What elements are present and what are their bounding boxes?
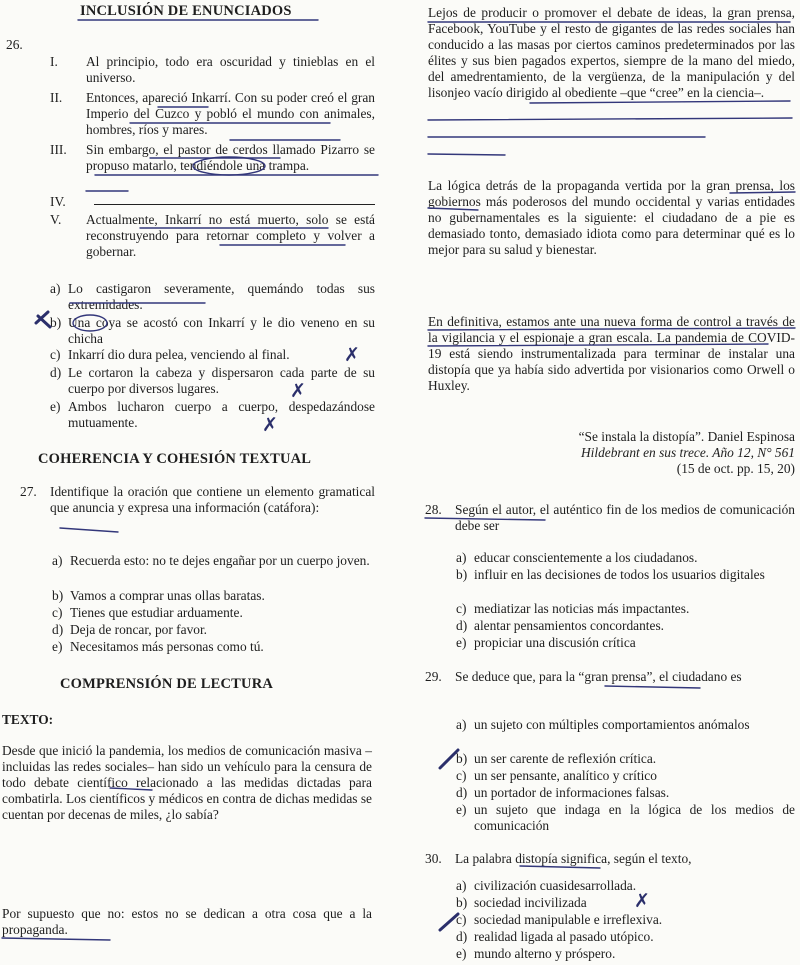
q27-option-a[interactable]: a) Recuerda esto: no te dejes engañar por un cuerpo joven. [52,553,370,568]
ink-underline-r2 [530,101,790,103]
reading-paragraph-3: Lejos de producir o promover el debate de ideas, la gran prensa, Facebook, YouTube y el resto de gigantes de las redes sociales han conducido a las masas por ciertos caminos predeterminados por las élites y sus bien pagados expertos, siempre de la mano del miedo, del amedrentamiento, de la vergüenza, de la manipulación y del lisonjeo vacío dirigido al obediente –que “cree” en la ciencia–. [428,5,795,100]
q30-option-d[interactable]: d) realidad ligada al pasado utópico. [456,929,654,944]
q30-option-b[interactable]: b) sociedad incivilizada [456,895,587,910]
source-publication: Hildebrant en sus trece. Año 12, N° 561 [580,445,795,460]
x-mark-q26-e: ✗ [262,414,278,436]
q26-option-e[interactable]: e) Ambos lucharon cuerpo a cuerpo, despedazándose mutuamente. [50,399,375,430]
reading-paragraph-5: En definitiva, estamos ante una nueva forma de control a través de la vigilancia y el espionaje a gran escala. La pandemia de COVID-19 está siendo instrumentalizada para terminar de instalar una distopía que ya había sido advertida por visionarios como Orwell o Huxley. [428,314,795,393]
q28-option-a[interactable]: a) educar conscientemente a los ciudadanos. [456,550,698,565]
question-28: 28. Según el autor, el auténtico fin de los medios de comunicación debe ser [425,502,795,533]
q27-option-c[interactable]: c) Tienes que estudiar arduamente. [52,605,243,620]
q30-option-c[interactable]: c) sociedad manipulable e irreflexiva. [456,912,663,927]
q27-option-d[interactable]: d) Deja de roncar, por favor. [52,622,208,637]
ink-underline-propaganda [2,938,110,940]
q30-option-a[interactable]: a) civilización cuasidesarrollada. [456,878,637,893]
statement-I: I. Al principio, todo era oscuridad y tinieblas en el universo. [50,54,375,85]
question-30: 30. La palabra distopía significa, según el texto, [425,851,692,866]
reading-paragraph-1: Desde que inició la pandemia, los medios de comunicación masiva –incluidas las redes sociales– han sido un vehículo para la censura de todo debate científico relacionado a las medidas dictadas para combatirla. Los científicos y médicos en contra de dichas medidas se cuentan por decenas de miles, ¿lo sabía? [2,743,372,822]
statement-III: III. Sin embargo, el pastor de cerdos llamado Pizarro se propuso matarlo, tendiéndole una trampa. [50,142,375,173]
question-29: 29. Se deduce que, para la “gran prensa”, el ciudadano es [425,669,742,684]
source-title: “Se instala la distopía”. Daniel Espinosa [578,429,795,444]
reading-paragraph-2: Por supuesto que no: estos no se dedican a otra cosa que a la propaganda. [2,906,372,937]
reading-paragraph-4: La lógica detrás de la propaganda vertida por la gran prensa, los gobiernos más poderosos del mundo occidental y varias entidades no gubernamentales es la siguiente: el ciudadano de a pie es demasiado tonto, demasiado idiota como para determinar qué es lo mejor para su salud y bienestar. [428,178,795,257]
question-number-26: 26. [6,37,23,52]
q28-option-e[interactable]: e) propiciar una discusión crítica [456,635,636,650]
q26-option-b[interactable]: b) Una coya se acostó con Inkarrí y le dio veneno en su chicha [50,315,375,346]
q28-option-c[interactable]: c) mediatizar las noticias más impactantes. [456,601,690,616]
source-citation [428,429,795,477]
ink-underline-gran-prensa-q29 [605,686,700,688]
section-header-coherencia: COHERENCIA Y COHESIÓN TEXTUAL [38,451,312,467]
q28-option-b[interactable]: b) influir en las decisiones de todos los usuarios digitales [456,567,765,582]
x-mark-q26-d: ✗ [290,380,306,402]
q29-option-e[interactable]: e) un sujeto que indaga en la lógica de los medios de comunicación [456,802,795,833]
q29-option-a[interactable]: a) un sujeto con múltiples comportamientos anómalos [456,717,750,732]
q29-option-b[interactable]: b) un ser carente de reflexión crítica. [456,751,657,766]
q29-option-d[interactable]: d) un portador de informaciones falsas. [456,785,670,800]
statement-II: II. Entonces, apareció Inkarrí. Con su poder creó el gran Imperio del Cuzco y pobló el mundo con animales, hombres, ríos y mares. [50,90,375,137]
q26-option-c[interactable]: c) Inkarrí dio dura pelea, venciendo al final. [50,347,290,362]
question-27: 27. Identifique la oración que contiene un elemento gramatical que anuncia y expresa una información (catáfora): [20,484,375,515]
x-mark-q30-b: ✗ [634,890,650,912]
section-header-comprension: COMPRENSIÓN DE LECTURA [60,676,274,692]
q26-option-d[interactable]: d) Le cortaron la cabeza y dispersaron cada parte de su cuerpo por diversos lugares. [50,365,375,396]
ink-underline-catafora [60,528,118,532]
source-date: (15 de oct. pp. 15, 20) [676,461,795,476]
q28-option-d[interactable]: d) alentar pensamientos concordantes. [456,618,664,633]
q27-option-b[interactable]: b) Vamos a comprar unas ollas baratas. [52,588,265,603]
q26-option-a[interactable]: a) Lo castigaron severamente, quemándo todas sus extremidades. [50,281,375,312]
q30-option-e[interactable]: e) mundo alterno y próspero. [456,946,616,961]
x-mark-q26-c: ✗ [344,344,360,366]
ink-check-q26-b [36,312,50,327]
q27-option-e[interactable]: e) Necesitamos más personas como tú. [52,639,264,654]
statement-IV-blank [94,194,375,205]
statement-IV: IV. [50,194,375,210]
statement-V: V. Actualmente, Inkarrí no está muerto, solo se está reconstruyendo para retornar completo y volver a gobernar. [50,212,375,259]
q29-option-c[interactable]: c) un ser pensante, analítico y crítico [456,768,657,783]
section-header-inclusion: INCLUSIÓN DE ENUNCIADOS [80,3,292,19]
ink-underline-r5 [428,154,505,155]
ink-underline-r3 [428,118,792,120]
texto-label: TEXTO: [2,712,54,727]
